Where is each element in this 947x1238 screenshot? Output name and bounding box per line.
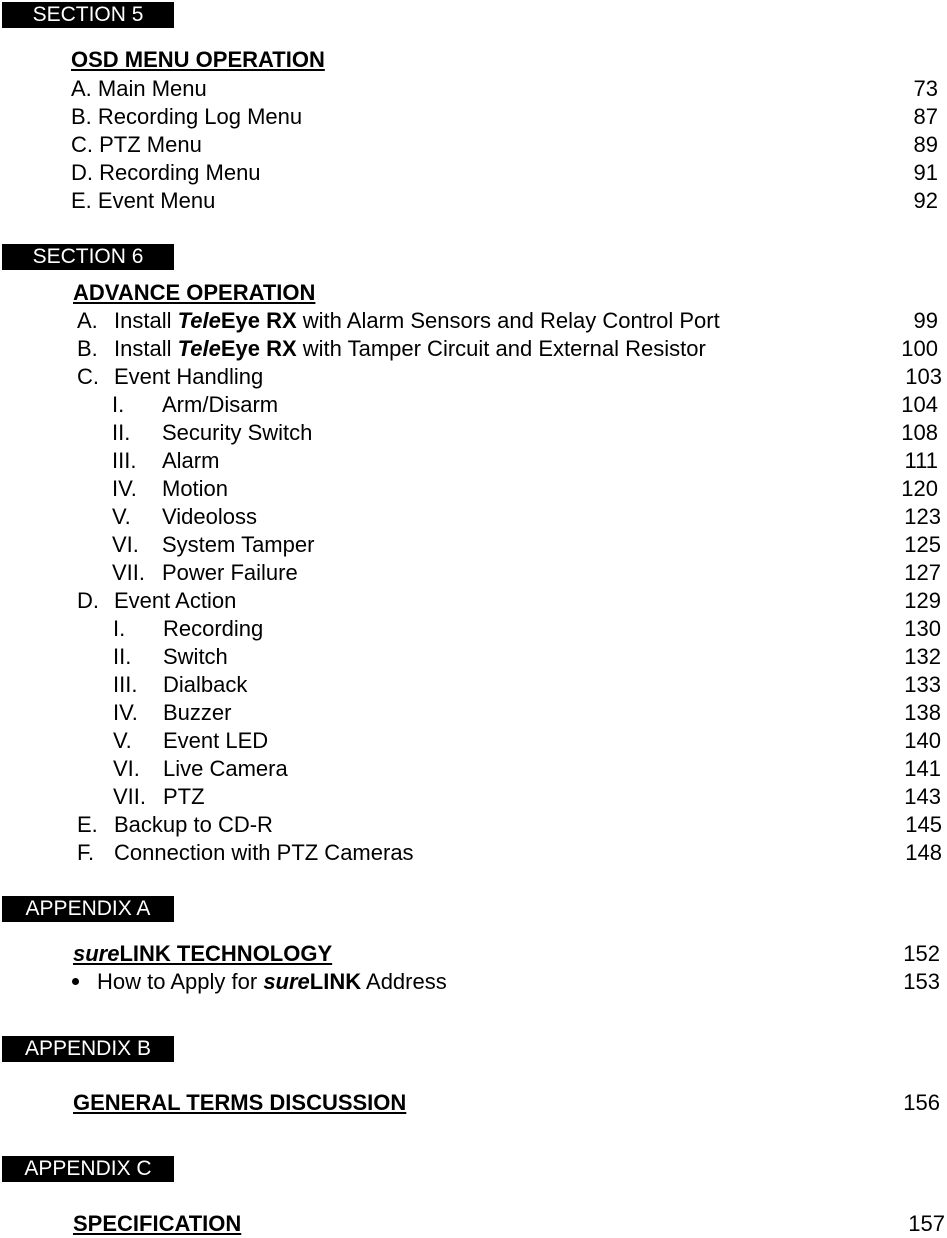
section-5-title[interactable]: OSD MENU OPERATION	[71, 47, 325, 72]
appendix-c-tab: APPENDIX C	[2, 1156, 174, 1182]
toc-entry[interactable]: D. Event Action	[77, 588, 237, 613]
page-number: 132	[904, 644, 941, 669]
page-number: 108	[901, 420, 938, 445]
page-number: 125	[904, 532, 941, 557]
page-number: 153	[903, 969, 940, 994]
page-number: 129	[904, 588, 941, 613]
section-5-tab: SECTION 5	[2, 2, 174, 28]
page-number: 143	[904, 784, 941, 809]
toc-entry[interactable]: A. Install TeleEye RX with Alarm Sensors and Relay Control Port	[77, 308, 720, 333]
page-number: 111	[904, 448, 938, 473]
toc-entry[interactable]: F. Connection with PTZ Cameras	[77, 840, 414, 865]
toc-subentry[interactable]: IV. Buzzer	[113, 700, 232, 725]
page-number: 157	[908, 1211, 945, 1236]
toc-entry[interactable]: B. Recording Log Menu	[71, 104, 303, 129]
brand-eye-rx: Eye RX	[220, 336, 297, 361]
brand-link: LINK	[309, 969, 362, 994]
page-number: 120	[901, 476, 938, 501]
page-number: 100	[901, 336, 938, 361]
section-6-tab: SECTION 6	[2, 244, 174, 270]
appendix-b-tab: APPENDIX B	[2, 1036, 174, 1062]
brand-sure: sure	[73, 941, 120, 966]
page-number: 104	[901, 392, 938, 417]
toc-subentry[interactable]: VII. Power Failure	[112, 560, 298, 585]
toc-entry[interactable]: D. Recording Menu	[71, 160, 261, 185]
brand-tele: Tele	[177, 308, 221, 333]
toc-subentry[interactable]: III. Alarm	[112, 448, 220, 473]
appendix-b-title[interactable]: GENERAL TERMS DISCUSSION	[73, 1090, 407, 1115]
toc-subentry[interactable]: III. Dialback	[113, 672, 248, 697]
page-number: 141	[904, 756, 941, 781]
appendix-a-tab: APPENDIX A	[2, 896, 174, 922]
toc-entry[interactable]: C. PTZ Menu	[71, 132, 202, 157]
brand-tele: Tele	[177, 336, 221, 361]
toc-entry[interactable]: E. Backup to CD-R	[77, 812, 273, 837]
page-number: 73	[913, 76, 938, 101]
toc-subentry[interactable]: V. Event LED	[113, 728, 269, 753]
toc-entry[interactable]: A. Main Menu	[71, 76, 207, 101]
page-number: 130	[904, 616, 941, 641]
brand-sure: sure	[263, 969, 310, 994]
page-number: 127	[904, 560, 941, 585]
toc-entry[interactable]: B. Install TeleEye RX with Tamper Circuit and External Resistor	[77, 336, 706, 361]
page-number: 89	[913, 132, 938, 157]
toc-subentry[interactable]: IV. Motion	[112, 476, 229, 501]
appendix-c-title[interactable]: SPECIFICATION	[73, 1211, 242, 1236]
toc-subentry[interactable]: VI. System Tamper	[112, 532, 315, 557]
page-number: 87	[913, 104, 938, 129]
toc-entry[interactable]: C. Event Handling	[77, 364, 264, 389]
toc-bullet-entry[interactable]: How to Apply for sureLINK Address	[72, 969, 447, 995]
page-number: 138	[904, 700, 941, 725]
page-number: 156	[903, 1090, 940, 1115]
page-number: 140	[904, 728, 941, 753]
toc-subentry[interactable]: VI. Live Camera	[113, 756, 288, 781]
toc-subentry[interactable]: II. Security Switch	[112, 420, 313, 445]
appendix-a-title[interactable]: sureLINK TECHNOLOGY	[73, 941, 333, 966]
page-number: 91	[913, 160, 938, 185]
toc-subentry[interactable]: II. Switch	[113, 644, 228, 669]
toc-subentry[interactable]: V. Videoloss	[112, 504, 257, 529]
brand-eye-rx: Eye RX	[220, 308, 297, 333]
page-number: 133	[904, 672, 941, 697]
bullet-icon	[72, 978, 79, 985]
page-number: 123	[904, 504, 941, 529]
toc-entry[interactable]: E. Event Menu	[71, 188, 216, 213]
toc-subentry[interactable]: I. Arm/Disarm	[112, 392, 279, 417]
toc-subentry[interactable]: I. Recording	[113, 616, 264, 641]
page-number: 148	[905, 840, 942, 865]
page-number: 152	[903, 941, 940, 966]
page-number: 103	[905, 364, 942, 389]
page-number: 92	[913, 188, 938, 213]
toc-subentry[interactable]: VII. PTZ	[113, 784, 205, 809]
page-number: 99	[913, 308, 938, 333]
page-number: 145	[905, 812, 942, 837]
section-6-title[interactable]: ADVANCE OPERATION	[73, 280, 316, 305]
